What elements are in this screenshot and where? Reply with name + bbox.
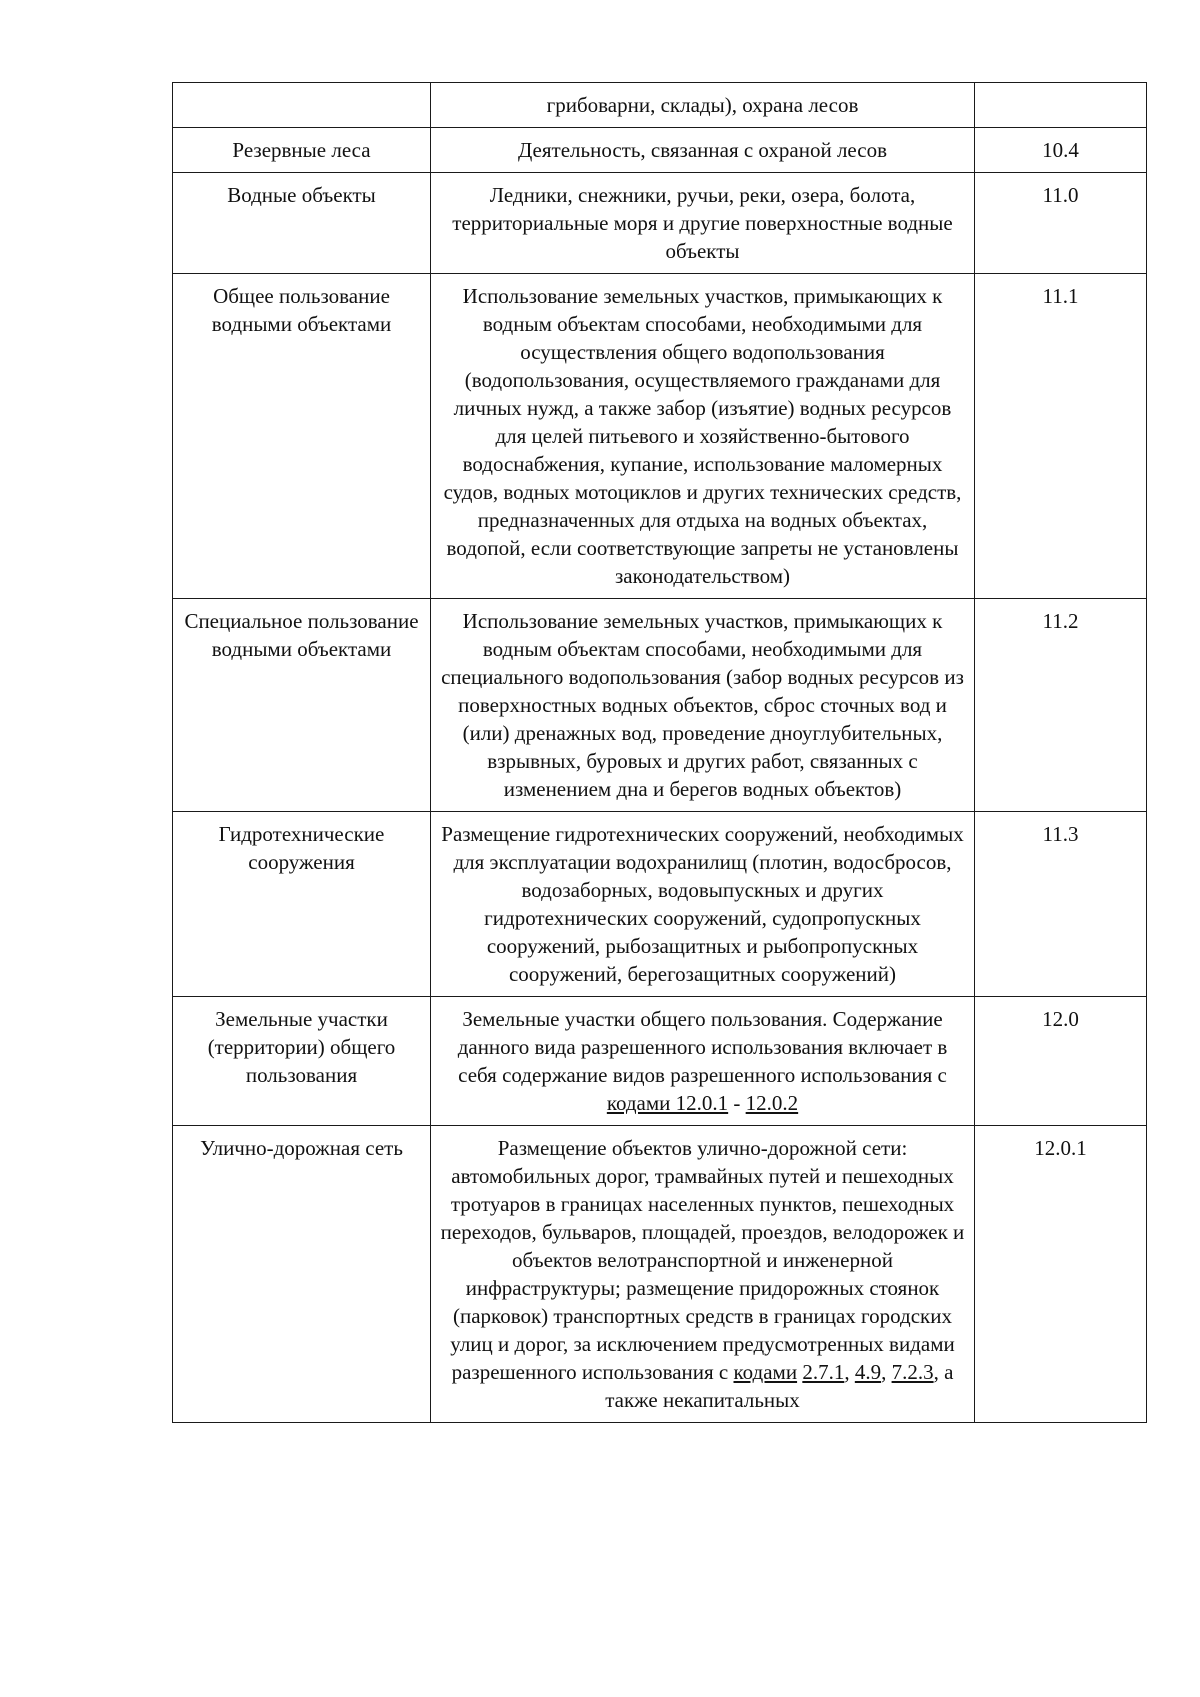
- land-use-code-cell: 10.4: [975, 128, 1147, 173]
- land-use-code-cell: 11.3: [975, 812, 1147, 997]
- land-use-name-cell: [173, 83, 431, 128]
- land-use-code-cell: 12.0.1: [975, 1126, 1147, 1423]
- land-use-code-cell: 12.0: [975, 997, 1147, 1126]
- land-use-description-cell: [431, 173, 975, 274]
- table-row: [173, 997, 1147, 1126]
- description-text: грибоварни, склады), охрана лесов: [546, 93, 859, 117]
- description-text: ,: [881, 1360, 892, 1384]
- land-use-name-cell: Улично-дорожная сеть: [173, 1126, 431, 1423]
- land-use-code-cell: 11.0: [975, 173, 1147, 274]
- land-use-code-cell: 11.1: [975, 274, 1147, 599]
- table-row: [173, 83, 1147, 128]
- land-use-name-cell: Общее пользование водными объектами: [173, 274, 431, 599]
- land-use-name-cell: Специальное пользование водными объектами: [173, 599, 431, 812]
- land-use-description-cell: [431, 997, 975, 1126]
- code-reference-link[interactable]: 7.2.3: [891, 1360, 934, 1384]
- land-use-name-cell: Резервные леса: [173, 128, 431, 173]
- description-text: Ледники, снежники, ручьи, реки, озера, болота, территориальные моря и другие поверхностные водные объекты: [452, 183, 953, 263]
- description-text: Использование земельных участков, примыкающих к водным объектам способами, необходимыми для специального водопользования (забор водных ресурсов из поверхностных водных объектов, сброс сточных вод и (или) дренажных вод, проведение дноуглубительных, взрывных, буровых и других работ, связанных с изменением дна и берегов водных объектов): [441, 609, 964, 801]
- code-reference-link[interactable]: 12.0.2: [745, 1091, 799, 1115]
- description-text: Деятельность, связанная с охраной лесов: [517, 138, 888, 162]
- land-use-description-cell: [431, 83, 975, 128]
- land-use-name-cell: Гидротехнические сооружения: [173, 812, 431, 997]
- description-text: Размещение гидротехнических сооружений, необходимых для эксплуатации водохранилищ (плотин, водосбросов, водозаборных, водовыпускных и других гидротехнических сооружений, судопропускных сооружений, рыбозащитных и рыбопропускных сооружений, берегозащитных сооружений): [441, 822, 964, 986]
- table-row: [173, 1126, 1147, 1423]
- code-reference-link[interactable]: кодами: [733, 1360, 798, 1384]
- table-row: [173, 599, 1147, 812]
- land-use-description-cell: [431, 128, 975, 173]
- description-text: Размещение объектов улично-дорожной сети: автомобильных дорог, трамвайных путей и пешеходных тротуаров в границах населенных пунктов, пешеходных переходов, бульваров, площадей, проездов, велодорожек и объектов велотранспортной и инженерной инфраструктуры; размещение придорожных стоянок (парковок) транспортных средств в границах городских улиц и дорог, за исключением предусмотренных видами разрешенного использования с: [440, 1136, 965, 1384]
- land-use-code-cell: [975, 83, 1147, 128]
- land-use-description-cell: [431, 274, 975, 599]
- table-row: [173, 812, 1147, 997]
- code-reference-link[interactable]: 4.9: [854, 1360, 882, 1384]
- land-use-name-cell: Земельные участки (территории) общего пользования: [173, 997, 431, 1126]
- land-use-description-cell: [431, 599, 975, 812]
- land-use-name-cell: Водные объекты: [173, 173, 431, 274]
- code-reference-link[interactable]: 2.7.1: [802, 1360, 845, 1384]
- description-text: -: [728, 1091, 746, 1115]
- table-row: [173, 128, 1147, 173]
- code-reference-link[interactable]: кодами 12.0.1: [606, 1091, 729, 1115]
- land-use-table: [172, 82, 1147, 1423]
- land-use-description-cell: [431, 812, 975, 997]
- land-use-code-cell: 11.2: [975, 599, 1147, 812]
- table-body: [173, 83, 1147, 1423]
- description-text: Использование земельных участков, примыкающих к водным объектам способами, необходимыми для осуществления общего водопользования (водопользования, осуществляемого гражданами для личных нужд, а также забор (изъятие) водных ресурсов для целей питьевого и хозяйственно-бытового водоснабжения, купание, использование маломерных судов, водных мотоциклов и других технических средств, предназначенных для отдыха на водных объектах, водопой, если соответствующие запреты не установлены законодательством): [443, 284, 962, 588]
- description-text: , а также некапитальных: [605, 1360, 954, 1412]
- description-text: ,: [844, 1360, 855, 1384]
- description-text: Земельные участки общего пользования. Содержание данного вида разрешенного использования включает в себя содержание видов разрешенного использования с: [457, 1007, 948, 1087]
- table-row: [173, 274, 1147, 599]
- land-use-description-cell: [431, 1126, 975, 1423]
- table-row: [173, 173, 1147, 274]
